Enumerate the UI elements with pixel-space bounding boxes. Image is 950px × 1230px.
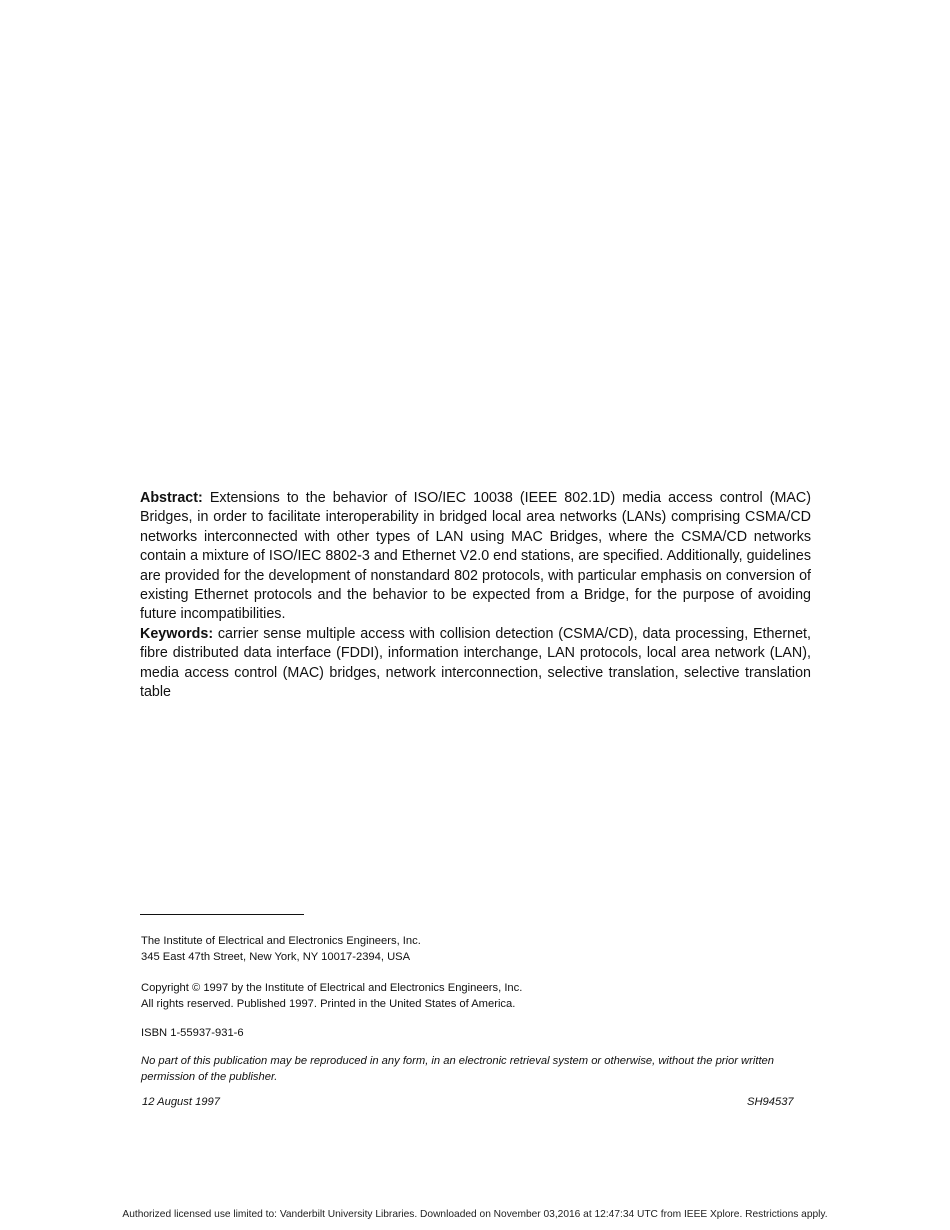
reproduction-notice: No part of this publication may be reproduced in any form, in an electronic retrieval system or otherwise, without the prior written permission of the publisher. — [141, 1055, 775, 1083]
footnote-divider — [140, 914, 304, 915]
publisher-address: 345 East 47th Street, New York, NY 10017-2394, USA — [141, 950, 411, 963]
keywords-label: Keywords: — [140, 625, 214, 642]
keywords-text: carrier sense multiple access with collision detection (CSMA/CD), data processing, Ethernet, fibre distributed data interface (FDDI), information interchange, LAN protocols, local area network (LAN), media access control (MAC) bridges, network interconnection, selective translation, selective translation table — [140, 625, 811, 701]
publisher-block — [141, 934, 421, 965]
isbn: ISBN 1-55937-931-6 — [141, 1027, 244, 1039]
publication-date: 12 August 1997 — [142, 1096, 220, 1108]
abstract-paragraph — [140, 489, 811, 625]
document-code: SH94537 — [747, 1096, 794, 1108]
abstract-text: Extensions to the behavior of ISO/IEC 10038 (IEEE 802.1D) media access control (MAC) Bridges, in order to facilitate interoperability in bridged local area networks (LANs) comprising CSMA/CD networks interconnected with other types of LAN using MAC Bridges, where the CSMA/CD networks contain a mixture of ISO/IEC 8802-3 and Ethernet V2.0 end stations, are specified. Additionally, guidelines are provided for the development of nonstandard 802 protocols, with particular emphasis on conversion of existing Ethernet protocols and the behavior to be expected from a Bridge, for the purpose of avoiding future incompatibilities. — [140, 490, 811, 623]
keywords-paragraph — [140, 625, 811, 703]
copyright-line-1: Copyright © 1997 by the Institute of Electrical and Electronics Engineers, Inc. — [141, 982, 523, 994]
publisher-name: The Institute of Electrical and Electronics Engineers, Inc. — [141, 935, 421, 947]
abstract-label: Abstract: — [140, 490, 203, 506]
license-footer: Authorized licensed use limited to: Vanderbilt University Libraries. Downloaded on November 03,2016 at 12:47:34 UTC from IEEE Xplore. Restrictions apply. — [122, 1209, 828, 1220]
copyright-line-2: All rights reserved. Published 1997. Printed in the United States of America. — [141, 997, 516, 1010]
abstract-section — [140, 489, 811, 702]
copyright-block — [141, 981, 522, 1012]
